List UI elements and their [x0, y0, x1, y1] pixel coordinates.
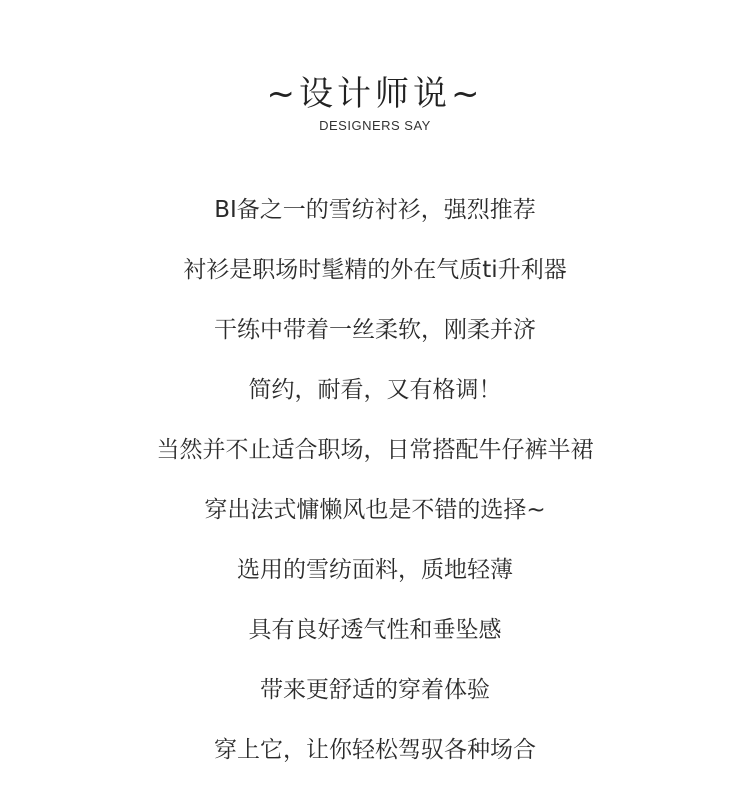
description-line: 带来更舒适的穿着体验 [260, 677, 490, 703]
description-line: BI备之一的雪纺衬衫，强烈推荐 [214, 197, 536, 223]
description-line: 具有良好透气性和垂坠感 [248, 617, 502, 643]
description-line: 当然并不止适合职场，日常搭配牛仔裤半裙 [156, 437, 594, 463]
section-subtitle: DESIGNERS SAY [319, 118, 431, 133]
description-line: 穿出法式慵懒风也是不错的选择~ [204, 497, 546, 523]
description-line: 选用的雪纺面料，质地轻薄 [237, 557, 513, 583]
description-list [0, 188, 750, 788]
description-line: 穿上它，让你轻松驾驭各种场合 [214, 737, 536, 763]
description-line: 干练中带着一丝柔软，刚柔并济 [214, 317, 536, 343]
description-line: 简约，耐看，又有格调！ [248, 377, 502, 403]
description-line: 衬衫是职场时髦精的外在气质ti升利器 [183, 257, 567, 283]
section-title: ~设计师说~ [266, 74, 484, 114]
section-header [0, 72, 750, 134]
